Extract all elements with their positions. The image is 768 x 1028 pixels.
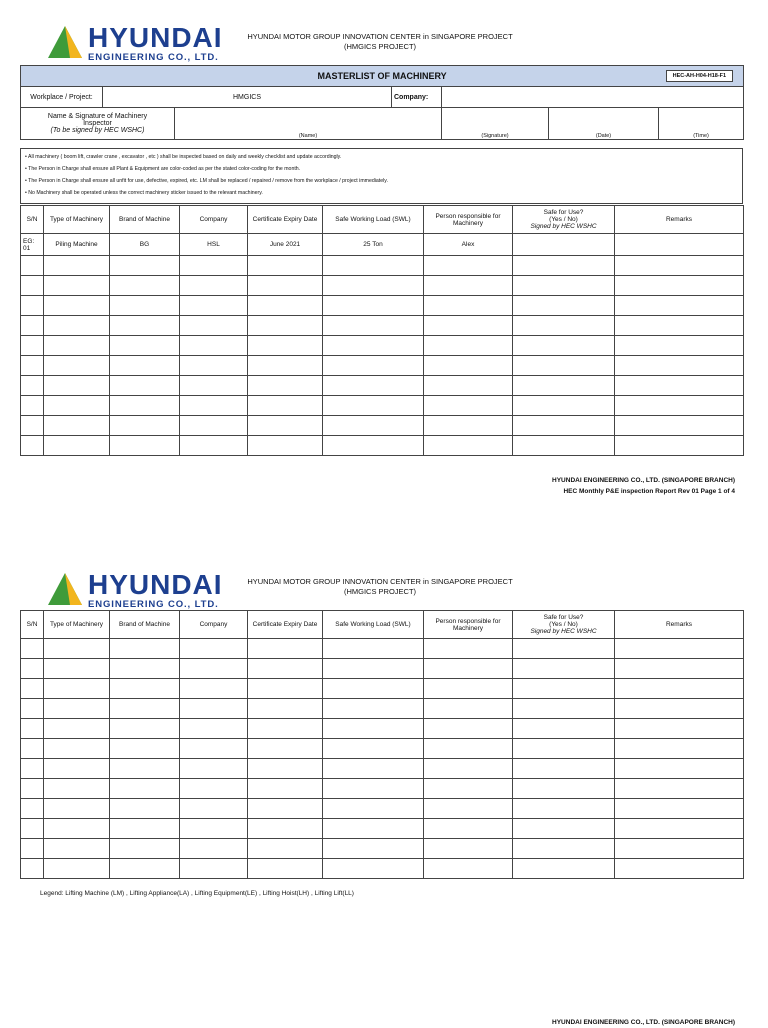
table-cell[interactable]	[110, 659, 180, 679]
table-cell[interactable]	[323, 799, 424, 819]
col-swl: Safe Working Load (SWL)	[323, 206, 424, 234]
table-cell[interactable]	[615, 679, 744, 699]
table-cell[interactable]	[110, 416, 180, 436]
table-cell[interactable]	[513, 859, 615, 879]
table-cell[interactable]	[248, 256, 323, 276]
table-cell[interactable]	[180, 436, 248, 456]
table-row[interactable]	[21, 316, 744, 336]
table-cell[interactable]	[110, 679, 180, 699]
table-cell[interactable]	[110, 639, 180, 659]
table-cell[interactable]	[424, 799, 513, 819]
table-cell[interactable]	[44, 276, 110, 296]
table-cell[interactable]	[44, 296, 110, 316]
table-row[interactable]	[21, 336, 744, 356]
table-header-row	[21, 206, 744, 234]
table-cell[interactable]	[44, 699, 110, 719]
table-cell[interactable]	[513, 296, 615, 316]
table-cell[interactable]	[44, 256, 110, 276]
table-cell[interactable]	[180, 759, 248, 779]
table-cell[interactable]	[248, 799, 323, 819]
table-row[interactable]	[21, 436, 744, 456]
table-cell[interactable]	[424, 819, 513, 839]
table-cell[interactable]	[180, 256, 248, 276]
table-cell[interactable]	[424, 336, 513, 356]
table-cell[interactable]	[248, 436, 323, 456]
table-cell[interactable]	[323, 256, 424, 276]
table-row[interactable]	[21, 819, 744, 839]
table-cell[interactable]	[424, 256, 513, 276]
table-cell[interactable]	[44, 356, 110, 376]
table-cell[interactable]	[180, 376, 248, 396]
table-row-example: EG: 01 Piling Machine BG HSL June 2021 25 Ton Alex	[21, 234, 744, 256]
table-cell[interactable]	[323, 396, 424, 416]
table-cell[interactable]	[615, 396, 744, 416]
table-cell[interactable]	[21, 296, 44, 316]
page-footer: HYUNDAI ENGINEERING CO., LTD. (SINGAPORE BRANCH)	[552, 1019, 735, 1026]
table-cell[interactable]	[323, 416, 424, 436]
table-row[interactable]	[21, 679, 744, 699]
table-cell[interactable]	[180, 639, 248, 659]
table-cell[interactable]	[110, 256, 180, 276]
table-cell[interactable]	[424, 779, 513, 799]
form-title: MASTERLIST OF MACHINERY	[317, 71, 447, 81]
table-cell[interactable]	[615, 416, 744, 436]
table-cell[interactable]	[615, 256, 744, 276]
table-cell[interactable]	[44, 416, 110, 436]
table-cell[interactable]	[424, 276, 513, 296]
table-cell[interactable]	[513, 416, 615, 436]
table-cell[interactable]	[615, 779, 744, 799]
logo-triangle-icon	[48, 24, 82, 58]
table-cell[interactable]	[180, 396, 248, 416]
table-cell[interactable]	[513, 316, 615, 336]
table-cell[interactable]	[180, 276, 248, 296]
project-title: HYUNDAI MOTOR GROUP INNOVATION CENTER in SINGAPORE PROJECT (HMGICS PROJECT)	[247, 577, 513, 596]
empty-rows[interactable]	[21, 256, 744, 456]
table-cell[interactable]	[21, 416, 44, 436]
table-cell[interactable]	[110, 336, 180, 356]
table-cell[interactable]	[180, 699, 248, 719]
table-row[interactable]	[21, 396, 744, 416]
table-cell[interactable]	[248, 296, 323, 316]
table-cell[interactable]	[615, 859, 744, 879]
table-cell[interactable]	[21, 639, 44, 659]
table-cell[interactable]	[323, 719, 424, 739]
table-cell[interactable]	[323, 819, 424, 839]
table-cell[interactable]	[248, 356, 323, 376]
table-cell[interactable]	[248, 396, 323, 416]
table-cell[interactable]	[424, 316, 513, 336]
table-cell[interactable]	[615, 739, 744, 759]
table-cell[interactable]	[110, 779, 180, 799]
table-cell[interactable]	[44, 376, 110, 396]
table-cell[interactable]	[248, 739, 323, 759]
table-cell[interactable]	[615, 659, 744, 679]
table-cell[interactable]	[21, 276, 44, 296]
form-header-table	[20, 65, 744, 140]
table-cell[interactable]	[323, 699, 424, 719]
table-row[interactable]	[21, 639, 744, 659]
col-sn: S/N	[21, 206, 44, 234]
table-cell[interactable]	[180, 799, 248, 819]
table-row[interactable]	[21, 699, 744, 719]
table-cell[interactable]	[615, 316, 744, 336]
table-cell[interactable]	[180, 839, 248, 859]
inspector-label: Name & Signature of Machinery Inspector (To be signed by HEC WSHC)	[21, 108, 175, 140]
table-cell[interactable]	[513, 839, 615, 859]
table-cell[interactable]	[424, 416, 513, 436]
table-header-row: S/N Type of Machinery Brand of Machine Company Certificate Expiry Date Safe Working Load (SWL) Person responsible for Machinery Safe for Use? (Yes / No) Signed by HEC WSHC Remarks	[21, 611, 744, 639]
table-cell[interactable]	[323, 356, 424, 376]
table-row[interactable]	[21, 719, 744, 739]
table-cell[interactable]	[513, 759, 615, 779]
table-cell[interactable]	[248, 779, 323, 799]
table-cell[interactable]	[180, 659, 248, 679]
table-cell[interactable]	[44, 396, 110, 416]
note-item: • The Person in Charge shall ensure all unfit for use, defective, expired, etc. LM shall be replaced / repaired / remove from the workplace / project immediately.	[25, 178, 388, 184]
table-cell[interactable]	[180, 779, 248, 799]
table-cell[interactable]	[513, 719, 615, 739]
table-row[interactable]	[21, 799, 744, 819]
table-cell[interactable]	[615, 376, 744, 396]
table-cell[interactable]	[180, 739, 248, 759]
note-item: • All machinery ( boom lift, crawler crane , excavator , etc ) shall be inspected based on daily and weekly checklist and update accordingly.	[25, 154, 342, 160]
table-cell[interactable]	[21, 396, 44, 416]
table-cell[interactable]	[21, 356, 44, 376]
machinery-table	[20, 205, 744, 456]
inspector-date-field[interactable]: (Date)	[549, 108, 659, 140]
table-row[interactable]	[21, 759, 744, 779]
table-cell[interactable]	[248, 316, 323, 336]
table-cell[interactable]	[110, 436, 180, 456]
table-row[interactable]	[21, 859, 744, 879]
table-cell[interactable]	[248, 376, 323, 396]
table-cell[interactable]	[21, 659, 44, 679]
table-cell[interactable]	[424, 376, 513, 396]
workplace-value[interactable]: HMGICS	[103, 87, 392, 108]
table-cell[interactable]	[615, 276, 744, 296]
table-row[interactable]	[21, 276, 744, 296]
table-cell[interactable]	[44, 719, 110, 739]
table-cell[interactable]	[21, 679, 44, 699]
table-cell[interactable]	[248, 416, 323, 436]
project-title: HYUNDAI MOTOR GROUP INNOVATION CENTER in SINGAPORE PROJECT (HMGICS PROJECT)	[247, 32, 513, 51]
table-cell[interactable]	[21, 376, 44, 396]
legend-text: Legend: Lifting Machine (LM) , Lifting Appliance(LA) , Lifting Equipment(LE) , Lifting Hoist(LH) , Lifting Lift(LL)	[40, 890, 354, 897]
table-cell[interactable]	[424, 759, 513, 779]
col-cert: Certificate Expiry Date	[248, 206, 323, 234]
table-cell[interactable]	[615, 799, 744, 819]
table-cell[interactable]	[323, 316, 424, 336]
col-person: Person responsible for Machinery	[424, 206, 513, 234]
table-cell[interactable]	[110, 396, 180, 416]
table-cell[interactable]	[615, 819, 744, 839]
note-item: • No Machinery shall be operated unless the correct machinery sticker issued to the relevant machinery.	[25, 190, 263, 196]
table-cell[interactable]	[513, 639, 615, 659]
company-logo: HYUNDAI ENGINEERING CO., LTD.	[48, 571, 223, 610]
table-cell[interactable]	[513, 436, 615, 456]
table-cell[interactable]	[513, 356, 615, 376]
doc-code: HEC-AH-H04-H18-F1	[666, 70, 733, 82]
table-row[interactable]	[21, 376, 744, 396]
workplace-label: Workplace / Project:	[21, 87, 103, 108]
table-cell[interactable]	[615, 759, 744, 779]
table-cell[interactable]	[110, 859, 180, 879]
table-cell[interactable]	[323, 276, 424, 296]
table-cell[interactable]	[248, 699, 323, 719]
table-cell[interactable]	[21, 256, 44, 276]
table-cell[interactable]	[424, 356, 513, 376]
table-cell[interactable]	[513, 779, 615, 799]
table-cell[interactable]	[513, 799, 615, 819]
empty-rows[interactable]	[21, 639, 744, 879]
table-cell[interactable]	[180, 819, 248, 839]
table-cell[interactable]	[323, 336, 424, 356]
table-cell[interactable]	[424, 436, 513, 456]
table-cell[interactable]	[323, 759, 424, 779]
table-cell[interactable]	[323, 839, 424, 859]
table-row[interactable]	[21, 416, 744, 436]
table-row[interactable]	[21, 779, 744, 799]
col-remarks: Remarks	[615, 206, 744, 234]
table-cell[interactable]	[513, 396, 615, 416]
logo-sub-text: ENGINEERING CO., LTD.	[88, 52, 219, 63]
table-cell[interactable]	[424, 296, 513, 316]
instructions-notes	[20, 148, 743, 204]
table-cell[interactable]	[615, 639, 744, 659]
inspector-signature-field[interactable]: (Signature)	[442, 108, 549, 140]
table-cell[interactable]	[248, 859, 323, 879]
table-cell[interactable]	[513, 679, 615, 699]
table-cell[interactable]	[21, 779, 44, 799]
table-cell[interactable]	[323, 296, 424, 316]
table-cell[interactable]	[323, 436, 424, 456]
table-cell[interactable]	[110, 276, 180, 296]
col-company: Company	[180, 206, 248, 234]
table-cell[interactable]	[323, 779, 424, 799]
machinery-table-page2	[20, 610, 744, 879]
table-cell[interactable]	[513, 276, 615, 296]
table-cell[interactable]	[21, 719, 44, 739]
table-cell[interactable]	[513, 739, 615, 759]
table-cell[interactable]	[615, 436, 744, 456]
table-cell[interactable]	[323, 376, 424, 396]
table-cell[interactable]	[110, 739, 180, 759]
table-row[interactable]	[21, 659, 744, 679]
inspector-time-field[interactable]: (Time)	[659, 108, 744, 140]
table-row[interactable]	[21, 256, 744, 276]
table-cell[interactable]	[513, 376, 615, 396]
col-brand: Brand of Machine	[110, 206, 180, 234]
col-type: Type of Machinery	[44, 206, 110, 234]
table-cell[interactable]	[44, 799, 110, 819]
table-cell[interactable]	[110, 799, 180, 819]
table-cell[interactable]	[424, 719, 513, 739]
table-cell[interactable]	[248, 719, 323, 739]
table-cell[interactable]	[323, 859, 424, 879]
table-cell[interactable]	[513, 256, 615, 276]
logo-triangle-icon	[48, 571, 82, 605]
table-cell[interactable]	[44, 336, 110, 356]
table-cell[interactable]	[248, 839, 323, 859]
table-cell[interactable]	[180, 719, 248, 739]
table-cell[interactable]	[44, 819, 110, 839]
table-cell[interactable]	[424, 659, 513, 679]
table-cell[interactable]	[44, 639, 110, 659]
table-cell[interactable]	[424, 739, 513, 759]
page-footer: HYUNDAI ENGINEERING CO., LTD. (SINGAPORE BRANCH) HEC Monthly P&E inspection Report Rev 01 Page 1 of 4	[552, 477, 735, 495]
table-cell[interactable]	[180, 336, 248, 356]
company-field[interactable]	[442, 87, 744, 108]
table-cell[interactable]	[323, 739, 424, 759]
table-cell[interactable]	[248, 759, 323, 779]
table-cell[interactable]	[21, 336, 44, 356]
table-cell[interactable]	[248, 639, 323, 659]
table-cell[interactable]	[21, 819, 44, 839]
table-cell[interactable]	[248, 336, 323, 356]
table-cell[interactable]	[110, 719, 180, 739]
table-cell[interactable]	[323, 639, 424, 659]
table-cell[interactable]	[513, 699, 615, 719]
table-cell[interactable]	[110, 759, 180, 779]
table-cell[interactable]	[21, 799, 44, 819]
table-cell[interactable]	[21, 859, 44, 879]
table-cell[interactable]	[248, 659, 323, 679]
table-cell[interactable]	[110, 316, 180, 336]
table-cell[interactable]	[44, 839, 110, 859]
table-row[interactable]	[21, 356, 744, 376]
logo-brand-text: HYUNDAI	[88, 22, 223, 53]
table-cell[interactable]	[180, 316, 248, 336]
table-cell[interactable]	[110, 296, 180, 316]
table-cell[interactable]	[424, 679, 513, 699]
table-cell[interactable]	[21, 436, 44, 456]
table-cell[interactable]	[44, 659, 110, 679]
table-cell[interactable]	[424, 639, 513, 659]
table-cell[interactable]	[180, 356, 248, 376]
table-cell[interactable]	[615, 356, 744, 376]
table-cell[interactable]	[44, 436, 110, 456]
table-cell[interactable]	[513, 819, 615, 839]
table-cell[interactable]	[44, 316, 110, 336]
table-cell[interactable]	[110, 699, 180, 719]
table-cell[interactable]	[615, 336, 744, 356]
table-cell[interactable]	[110, 839, 180, 859]
table-cell[interactable]	[615, 699, 744, 719]
table-cell[interactable]	[44, 739, 110, 759]
table-cell[interactable]	[513, 659, 615, 679]
table-cell[interactable]	[180, 416, 248, 436]
table-cell[interactable]	[110, 376, 180, 396]
table-cell[interactable]	[424, 699, 513, 719]
table-cell[interactable]	[248, 276, 323, 296]
table-cell[interactable]	[180, 679, 248, 699]
inspector-name-field[interactable]: (Name)	[175, 108, 442, 140]
table-cell[interactable]	[110, 819, 180, 839]
table-cell[interactable]	[44, 679, 110, 699]
table-row[interactable]	[21, 839, 744, 859]
table-cell[interactable]	[44, 759, 110, 779]
table-cell[interactable]	[323, 659, 424, 679]
note-item: • The Person in Charge shall ensure all Plant & Equipment are color-coded as per the stated color-coding for the month.	[25, 166, 301, 172]
table-cell[interactable]	[180, 859, 248, 879]
table-cell[interactable]	[248, 819, 323, 839]
table-cell[interactable]	[248, 679, 323, 699]
table-row[interactable]	[21, 739, 744, 759]
table-cell[interactable]	[180, 296, 248, 316]
table-cell[interactable]	[44, 779, 110, 799]
col-safe: Safe for Use? (Yes / No) Signed by HEC WSHC	[513, 206, 615, 234]
table-cell[interactable]	[615, 296, 744, 316]
table-cell[interactable]	[513, 336, 615, 356]
table-cell[interactable]	[615, 839, 744, 859]
table-cell[interactable]	[424, 859, 513, 879]
table-cell[interactable]	[615, 719, 744, 739]
company-logo	[48, 24, 223, 63]
company-label: Company:	[392, 87, 442, 108]
table-cell[interactable]	[21, 739, 44, 759]
table-cell[interactable]	[44, 859, 110, 879]
table-cell[interactable]	[424, 839, 513, 859]
table-cell[interactable]	[21, 759, 44, 779]
table-cell[interactable]	[110, 356, 180, 376]
table-cell[interactable]	[424, 396, 513, 416]
table-row[interactable]	[21, 296, 744, 316]
table-cell[interactable]	[21, 839, 44, 859]
table-cell[interactable]	[323, 679, 424, 699]
table-cell[interactable]	[21, 316, 44, 336]
table-cell[interactable]	[21, 699, 44, 719]
